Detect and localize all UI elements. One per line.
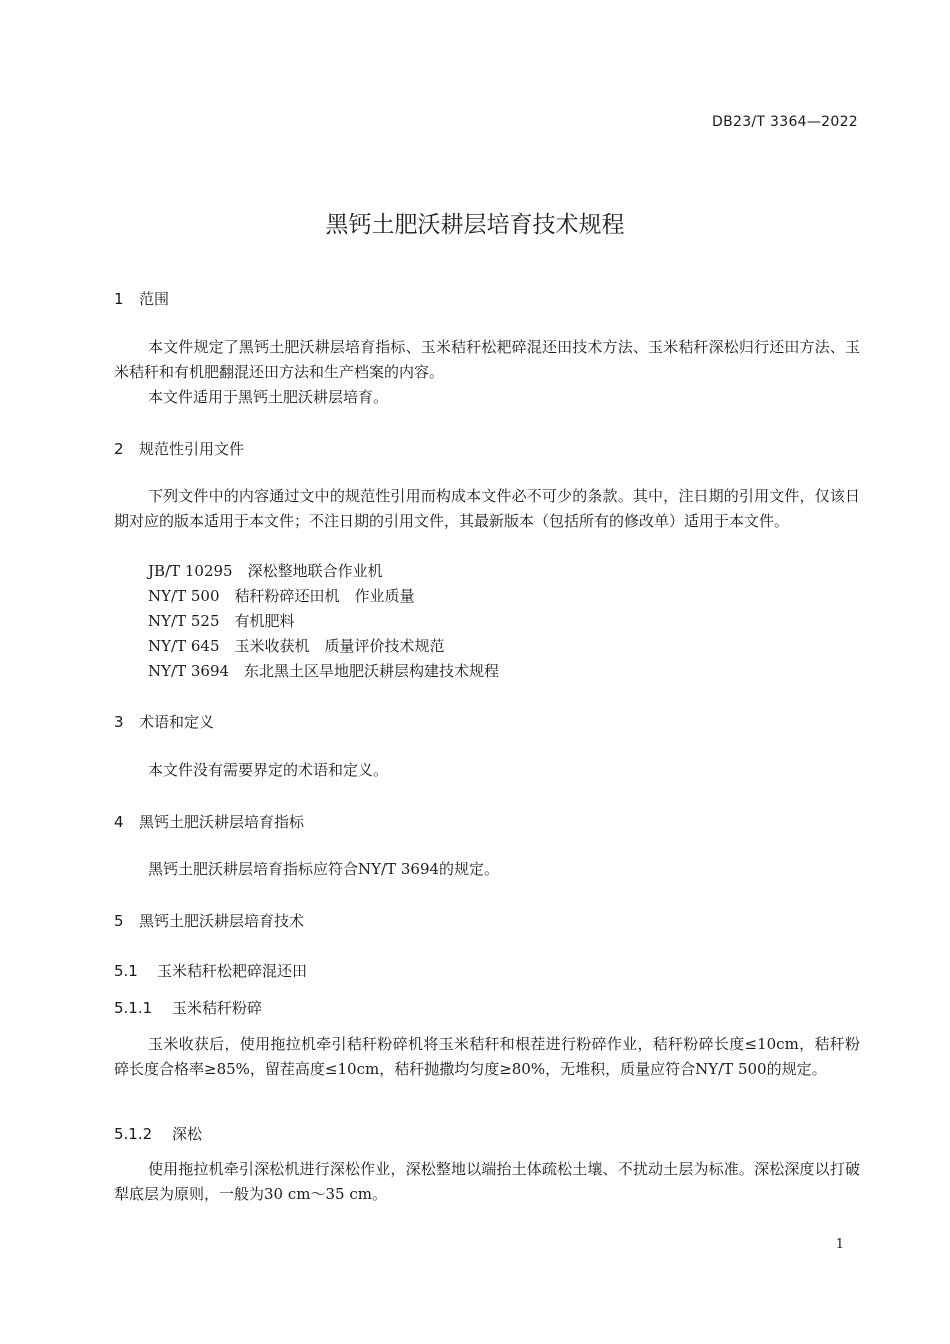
reference-item <box>148 634 445 659</box>
reference-item <box>148 584 415 609</box>
section-5-1-heading <box>114 960 307 981</box>
reference-name: 东北黑土区旱地肥沃耕层构建技术规程 <box>244 662 500 680</box>
reference-name: 玉米收获机 质量评价技术规范 <box>234 637 445 655</box>
reference-code: NY/T 500 <box>148 587 220 605</box>
section-number: 3 <box>114 713 124 731</box>
section-title: 深松 <box>172 1125 203 1143</box>
section-number: 4 <box>114 813 124 831</box>
section-2-heading <box>114 438 244 459</box>
section-title: 黑钙土肥沃耕层培育指标 <box>139 813 305 831</box>
reference-code: NY/T 525 <box>148 612 220 630</box>
section-4-heading <box>114 811 304 832</box>
section-1-paragraph-1: 本文件规定了黑钙土肥沃耕层培育指标、玉米秸秆松耙碎混还田技术方法、玉米秸秆深松归行还田方法、玉米秸秆和有机肥翻混还田方法和生产档案的内容。 <box>114 338 860 381</box>
reference-item <box>148 659 499 684</box>
document-code: DB23/T 3364—2022 <box>712 114 858 130</box>
section-title: 玉米秸秆松耙碎混还田 <box>157 962 308 980</box>
section-2-paragraph-1: 下列文件中的内容通过文中的规范性引用而构成本文件必不可少的条款。其中，注日期的引用文件，仅该日期对应的版本适用于本文件；不注日期的引用文件，其最新版本（包括所有的修改单）适用于本文件。 <box>114 487 860 530</box>
section-number: 2 <box>114 440 124 458</box>
document-title: 黑钙土肥沃耕层培育技术规程 <box>325 212 625 238</box>
reference-name: 深松整地联合作业机 <box>247 562 383 580</box>
section-5-1-2-heading <box>114 1123 202 1144</box>
reference-code: NY/T 3694 <box>148 662 230 680</box>
section-number: 5.1.1 <box>114 999 153 1017</box>
section-number: 5.1.2 <box>114 1125 153 1143</box>
reference-item <box>148 559 383 584</box>
reference-item <box>148 609 295 634</box>
section-4-paragraph-1: 黑钙土肥沃耕层培育指标应符合NY/T 3694的规定。 <box>148 860 500 878</box>
section-3-heading <box>114 711 214 732</box>
reference-code: JB/T 10295 <box>148 562 233 580</box>
reference-name: 有机肥料 <box>234 612 295 630</box>
section-5-1-1-heading <box>114 997 262 1018</box>
section-title: 黑钙土肥沃耕层培育技术 <box>139 912 305 930</box>
section-title: 规范性引用文件 <box>139 440 245 458</box>
section-1-paragraph-2: 本文件适用于黑钙土肥沃耕层培育。 <box>148 388 389 406</box>
section-title: 术语和定义 <box>139 713 215 731</box>
section-5-1-2-paragraph-1: 使用拖拉机牵引深松机进行深松作业，深松整地以端抬土体疏松土壤、不扰动土层为标准。深松深度以打破犁底层为原则，一般为30 cm～35 cm。 <box>114 1160 860 1203</box>
section-5-1-1-paragraph-1: 玉米收获后，使用拖拉机牵引秸秆粉碎机将玉米秸秆和根茬进行粉碎作业，秸秆粉碎长度≤10cm，秸秆粉碎长度合格率≥85%，留茬高度≤10cm，秸秆抛撒均匀度≥80%，无堆积，质量应符合NY/T 500的规定。 <box>114 1035 860 1078</box>
reference-code: NY/T 645 <box>148 637 220 655</box>
section-1-heading <box>114 288 169 309</box>
section-number: 5 <box>114 912 124 930</box>
section-number: 1 <box>114 290 124 308</box>
page-number: 1 <box>835 1237 844 1252</box>
section-number: 5.1 <box>114 962 138 980</box>
section-title: 范围 <box>139 290 170 308</box>
reference-name: 秸秆粉碎还田机 作业质量 <box>234 587 415 605</box>
section-3-paragraph-1: 本文件没有需要界定的术语和定义。 <box>148 761 389 779</box>
section-5-heading <box>114 910 304 931</box>
section-title: 玉米秸秆粉碎 <box>172 999 263 1017</box>
